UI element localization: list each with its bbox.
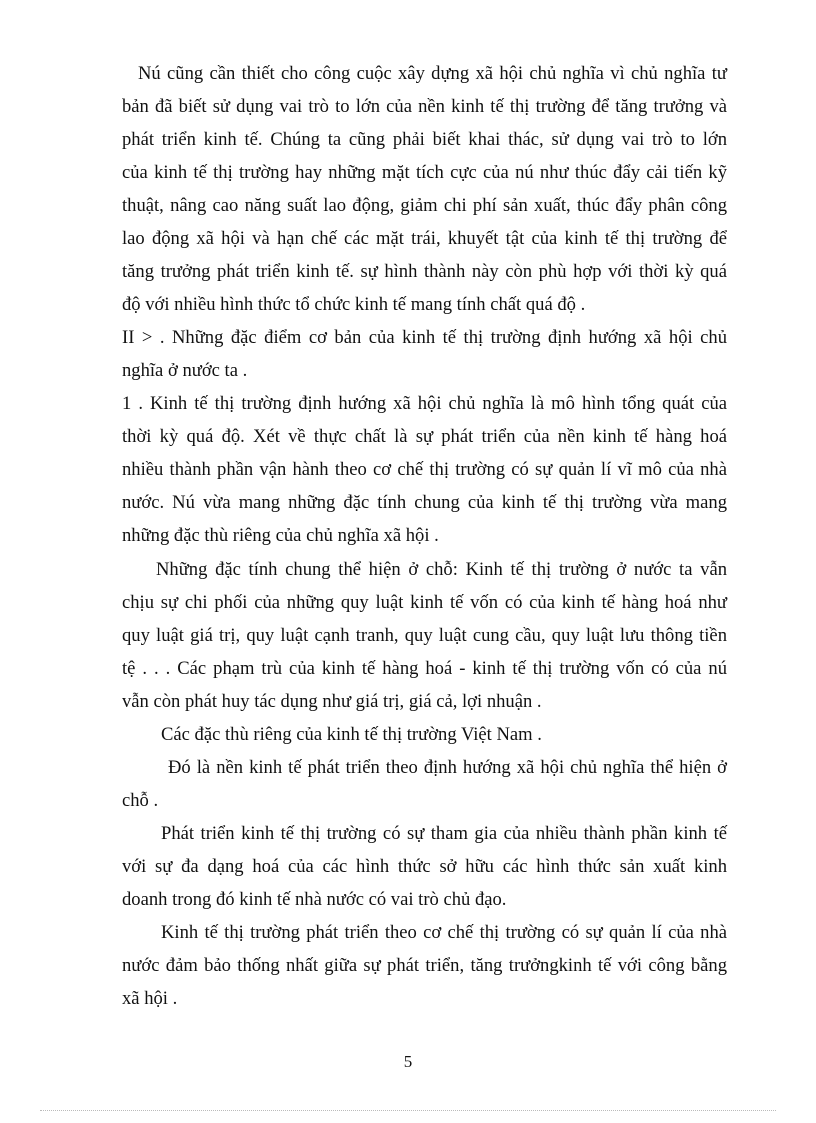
- page-number: 5: [403, 1052, 413, 1071]
- body-line: nước đảm bảo thống nhất giữa sự phát triển, tăng trưởngkinh tế với công bằng: [122, 955, 727, 976]
- body-line: chỗ .: [122, 790, 159, 811]
- body-line: thuật, nâng cao năng suất lao động, giảm chi phí sản xuất, thúc đẩy phân công: [122, 195, 727, 216]
- body-line: nhiều thành phần vận hành theo cơ chế thị trường có sự quản lí vĩ mô của nhà: [122, 459, 727, 480]
- body-line: 1 . Kinh tế thị trường định hướng xã hội chủ nghĩa là mô hình tổng quát của: [122, 393, 727, 414]
- body-line: tăng trưởng phát triển kinh tế. sự hình thành này còn phù hợp với thời kỳ quá: [122, 261, 727, 282]
- body-line: Các đặc thù riêng của kinh tế thị trường Việt Nam .: [161, 724, 542, 745]
- body-line: Nú cũng cần thiết cho công cuộc xây dựng xã hội chủ nghĩa vì chủ nghĩa tư: [138, 63, 727, 84]
- body-line: bản đã biết sử dụng vai trò to lớn của nền kinh tế thị trường để tăng trưởng và: [122, 96, 727, 117]
- body-line: vẫn còn phát huy tác dụng như giá trị, giá cả, lợi nhuận .: [122, 691, 542, 712]
- body-line: Phát triển kinh tế thị trường có sự tham gia của nhiều thành phần kinh tế: [161, 823, 727, 844]
- body-line: độ với nhiều hình thức tổ chức kinh tế mang tính chất quá độ .: [122, 294, 586, 315]
- body-line: lao động xã hội và hạn chế các mặt trái, khuyết tật của kinh tế thị trường để: [122, 228, 727, 249]
- body-line: Kinh tế thị trường phát triển theo cơ chế thị trường có sự quản lí của nhà: [161, 922, 727, 943]
- body-line: thời kỳ quá độ. Xét về thực chất là sự phát triển của nền kinh tế hàng hoá: [122, 426, 727, 447]
- body-line: quy luật giá trị, quy luật cạnh tranh, quy luật cung cầu, quy luật lưu thông tiền: [122, 625, 727, 646]
- body-line: những đặc thù riêng của chủ nghĩa xã hội .: [122, 525, 439, 546]
- body-line: tệ . . . Các phạm trù của kinh tế hàng hoá - kinh tế thị trường vốn có của nú: [122, 658, 727, 679]
- footer-divider: [40, 1110, 776, 1111]
- body-line: Những đặc tính chung thể hiện ở chỗ: Kinh tế thị trường ở nước ta vẫn: [156, 559, 727, 580]
- section-heading: nghĩa ở nước ta .: [122, 360, 248, 381]
- body-line: Đó là nền kinh tế phát triển theo định hướng xã hội chủ nghĩa thể hiện ở: [168, 757, 727, 778]
- body-line: xã hội .: [122, 988, 178, 1009]
- body-line: của kinh tế thị trường hay những mặt tích cực của nú như thúc đẩy cải tiến kỹ: [122, 162, 727, 183]
- body-line: với sự đa dạng hoá của các hình thức sở hữu các hình thức sản xuất kinh: [122, 856, 727, 877]
- body-line: nước. Nú vừa mang những đặc tính chung của kinh tế thị trường vừa mang: [122, 492, 727, 513]
- body-line: chịu sự chi phối của những quy luật kinh tế vốn có của kinh tế hàng hoá như: [122, 592, 727, 613]
- body-line: doanh trong đó kinh tế nhà nước có vai trò chủ đạo.: [122, 889, 507, 910]
- section-heading: II > . Những đặc điểm cơ bản của kinh tế thị trường định hướng xã hội chủ: [122, 327, 727, 348]
- body-line: phát triển kinh tế. Chúng ta cũng phải biết khai thác, sử dụng vai trò to lớn: [122, 129, 727, 150]
